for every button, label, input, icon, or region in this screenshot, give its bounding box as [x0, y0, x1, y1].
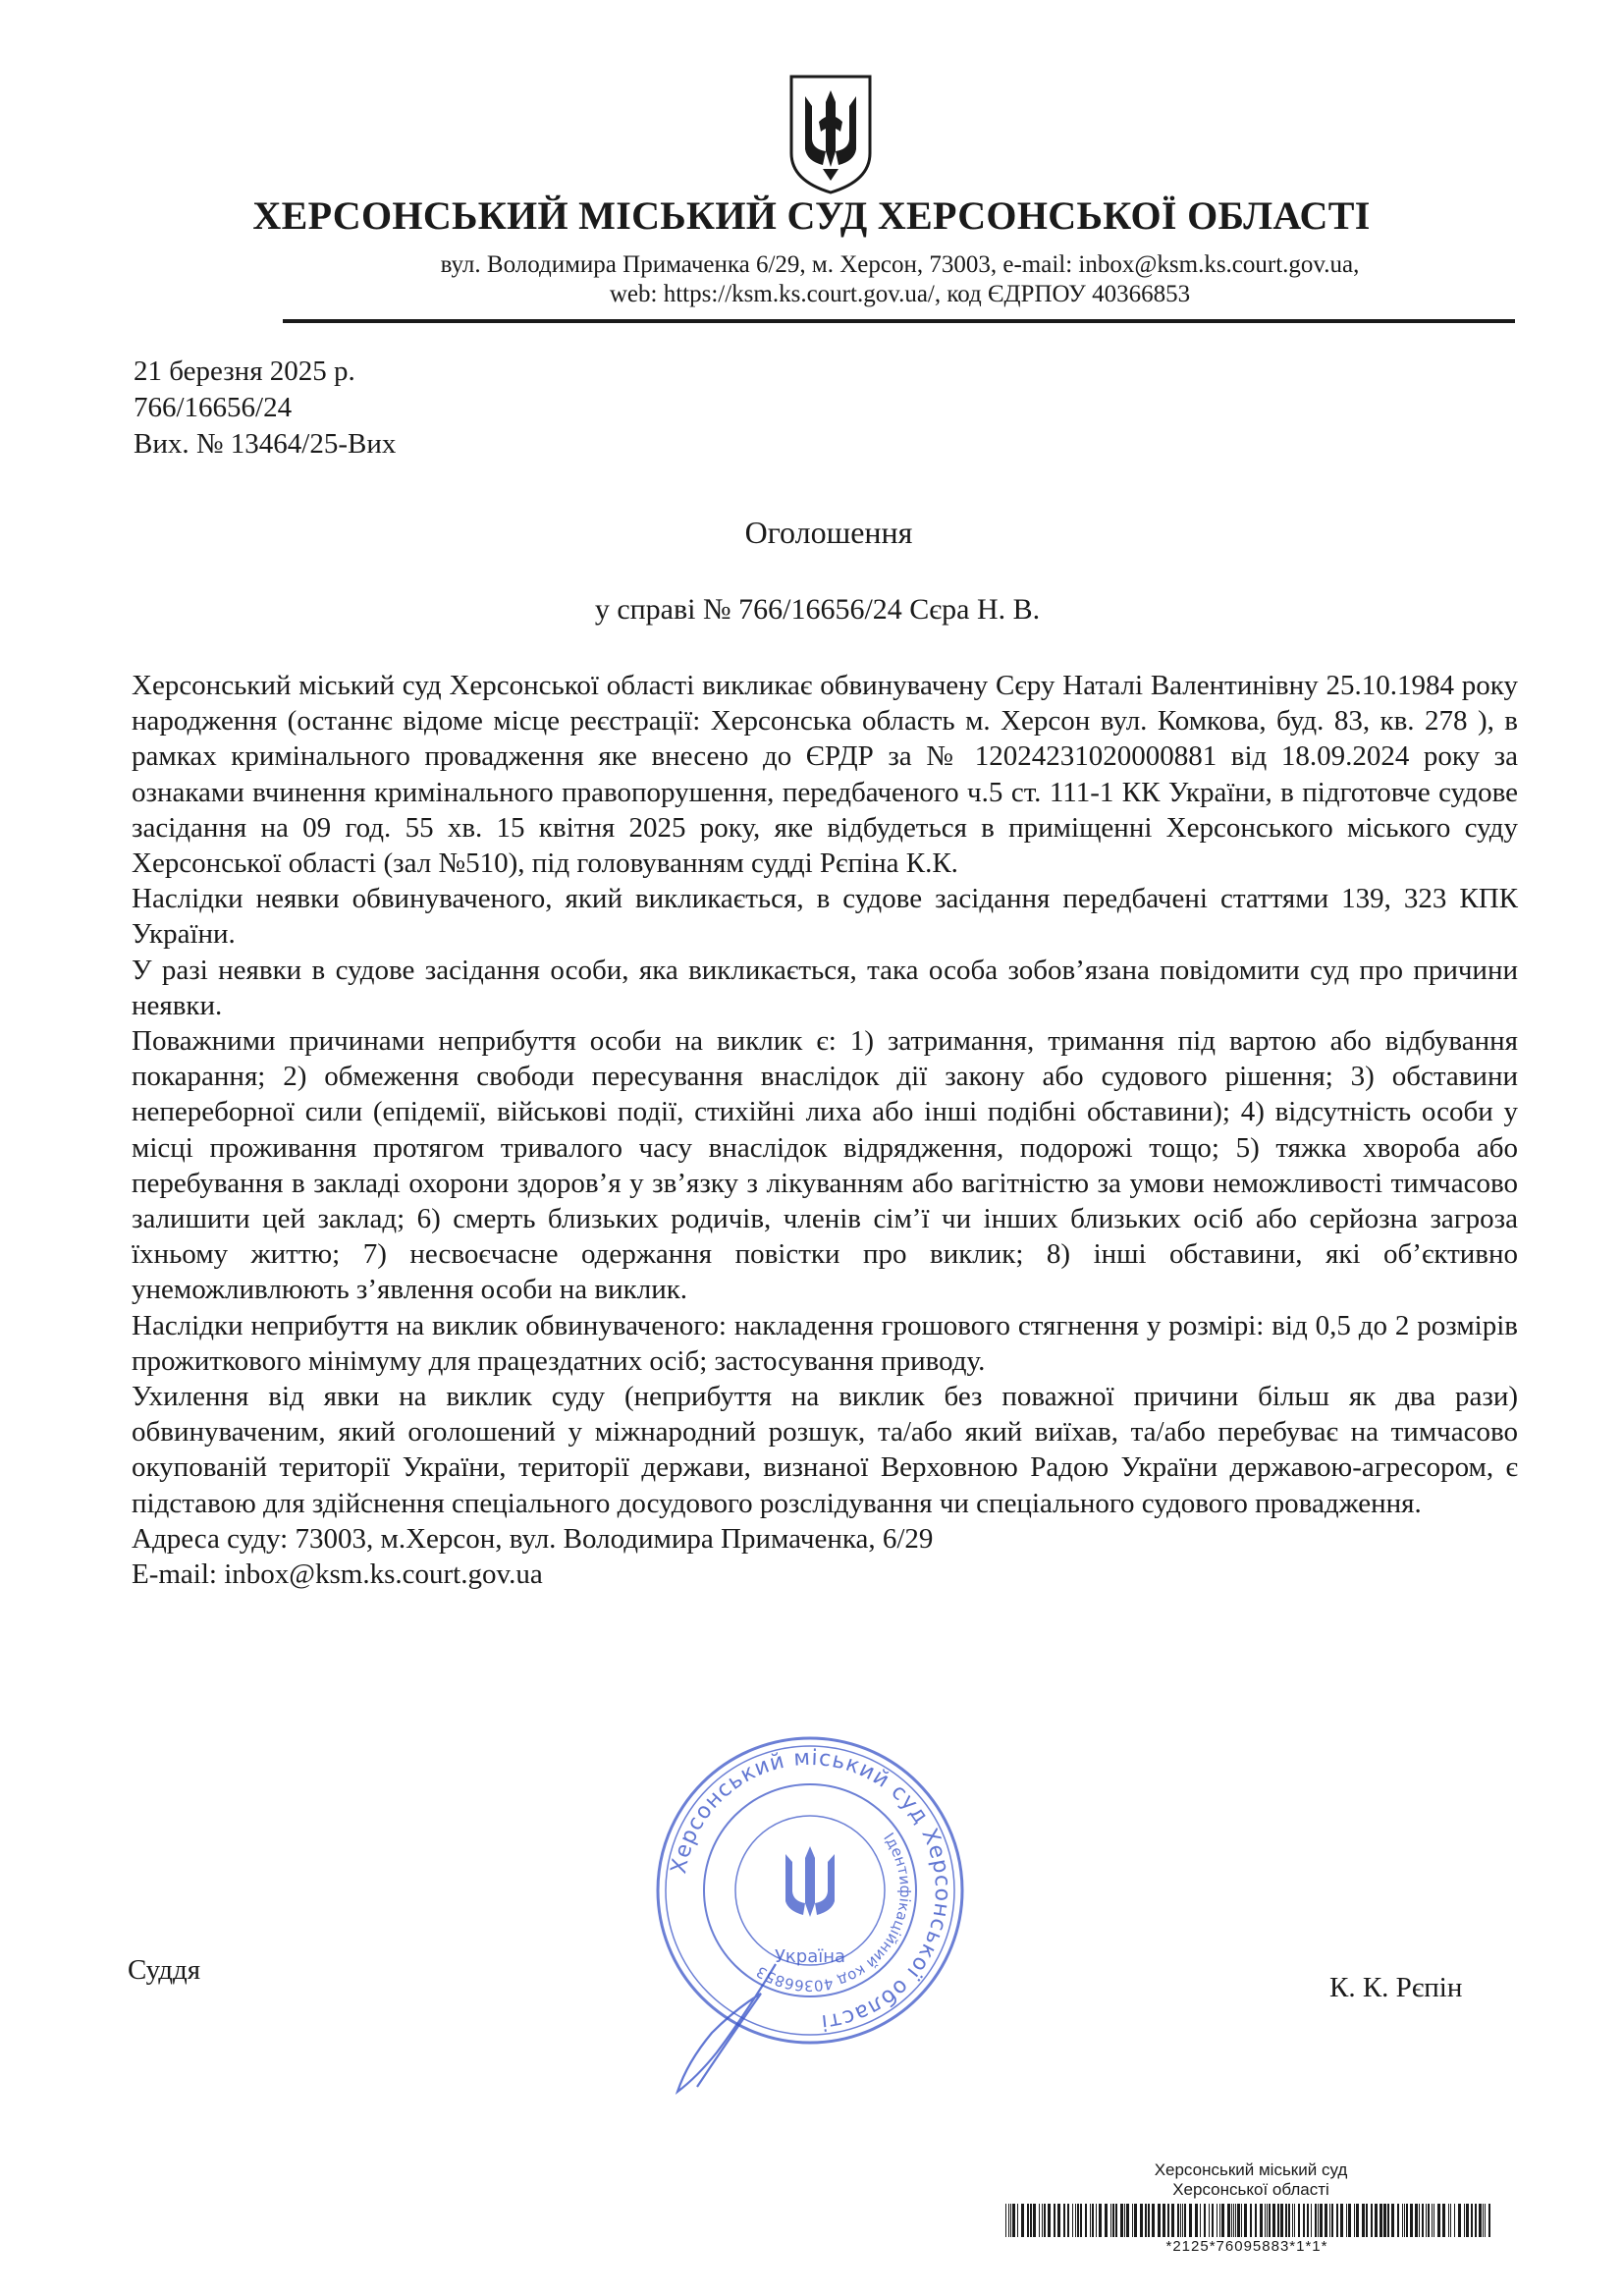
- barcode-bar: [1402, 2204, 1403, 2237]
- barcode-bar: [1021, 2204, 1024, 2237]
- barcode-bar: [1085, 2204, 1087, 2237]
- barcode-bar: [1288, 2204, 1290, 2237]
- footer-court-label: [1005, 2160, 1496, 2200]
- barcode-bar: [1346, 2204, 1347, 2237]
- barcode-bar: [1200, 2204, 1201, 2237]
- barcode-bar: [1110, 2204, 1111, 2237]
- barcode-bar: [1033, 2204, 1036, 2237]
- barcode-bar: [1177, 2204, 1179, 2237]
- barcode-bar: [1397, 2204, 1399, 2237]
- barcode-bar: [1134, 2204, 1137, 2237]
- header-divider: [283, 319, 1515, 323]
- stamp-outer-text: Херсонський міський суд Херсонської області: [667, 1745, 955, 2035]
- barcode-bar: [1479, 2204, 1482, 2237]
- barcode-bar: [1099, 2204, 1102, 2237]
- barcode-bar: [1105, 2204, 1108, 2237]
- barcode-bar: [1307, 2204, 1309, 2237]
- barcode-bar: [1030, 2204, 1032, 2237]
- barcode-bar: [1260, 2204, 1263, 2237]
- announcement-title: Оголошення: [744, 515, 913, 550]
- barcode-bar: [1375, 2204, 1378, 2237]
- barcode-bar: [1042, 2204, 1043, 2237]
- barcode-bar: [1471, 2204, 1473, 2237]
- barcode-bar: [1171, 2204, 1174, 2237]
- barcode-bar: [1112, 2204, 1114, 2237]
- barcode-bar: [1348, 2204, 1351, 2237]
- footer-court-line1: Херсонський міський суд: [1154, 2160, 1348, 2179]
- barcode-bar: [1120, 2204, 1123, 2237]
- barcode-bar: [1340, 2204, 1343, 2237]
- barcode-bar: [1406, 2204, 1408, 2237]
- barcode-bar: [1380, 2204, 1382, 2237]
- barcode-bar: [1362, 2204, 1365, 2237]
- stamp-bottom-text: Україна: [774, 1946, 846, 1967]
- court-web-line: web: https://ksm.ks.court.gov.ua/, код ЄДРПОУ 40366853: [609, 281, 1191, 307]
- announcement-case-line: у справі № 766/16656/24 Сєра Н. В.: [594, 593, 1041, 626]
- barcode-bar: [1241, 2204, 1242, 2237]
- barcode-bar: [1298, 2204, 1300, 2237]
- announcement-body: [132, 668, 1518, 1592]
- barcode-bar: [1294, 2204, 1295, 2237]
- barcode-bar: [1145, 2204, 1147, 2237]
- barcode-bar: [1428, 2204, 1430, 2237]
- stamp-inner-text: Ідентифікаційний код 40366853: [753, 1829, 915, 1995]
- barcode-bar: [1063, 2204, 1065, 2237]
- barcode-bar: [1272, 2204, 1275, 2237]
- outgoing-number: Вих. № 13464/25-Вих: [134, 428, 397, 460]
- body-paragraph: Наслідки неявки обвинуваченого, який викликається, в судове засідання передбачені статтями 139, 323 КПК України.: [132, 883, 1518, 951]
- barcode-bar: [1448, 2204, 1449, 2237]
- barcode-bar: [1410, 2204, 1413, 2237]
- barcode-bar: [1280, 2204, 1283, 2237]
- barcode-bar: [1180, 2204, 1181, 2237]
- document-meta: [134, 354, 396, 463]
- court-address-line: вул. Володимира Примаченка 6/29, м. Херсон, 73003, e-mail: inbox@ksm.ks.court.gov.ua,: [440, 251, 1360, 278]
- barcode-bar: [1077, 2204, 1079, 2237]
- barcode-bar: [1219, 2204, 1220, 2237]
- barcode-bar: [1235, 2204, 1236, 2237]
- barcode-bar: [1292, 2204, 1293, 2237]
- coat-of-arms-icon: [785, 71, 876, 196]
- court-name: ХЕРСОНСЬКИЙ МІСЬКИЙ СУД ХЕРСОНСЬКОЇ ОБЛАСТІ: [252, 193, 1371, 238]
- barcode-bar: [1466, 2204, 1469, 2237]
- barcode-bar: [1450, 2204, 1451, 2237]
- barcode-bar: [1331, 2204, 1333, 2237]
- body-paragraph: У разі неявки в судове засідання особи, яка викликається, така особа зобов’язана повідомити суд про причини неявки.: [132, 954, 1518, 1021]
- barcode-bar: [1336, 2204, 1338, 2237]
- barcode-number: *2125*76095883*1*1*: [1165, 2238, 1328, 2255]
- barcode-bar: [1383, 2204, 1386, 2237]
- barcode-bar: [1426, 2204, 1427, 2237]
- barcode-bar: [1148, 2204, 1150, 2237]
- barcode-bar: [1237, 2204, 1240, 2237]
- barcode-bar: [1391, 2204, 1394, 2237]
- barcode-bar: [1432, 2204, 1433, 2237]
- body-paragraph: Наслідки неприбуття на виклик обвинуваченого: накладення грошового стягнення у розмірі: від 0,5 до 2 розмірів прожиткового мінімуму для працездатних осіб; застосування приводу.: [132, 1309, 1518, 1377]
- barcode-bar: [1458, 2204, 1461, 2237]
- barcode-bar: [1250, 2204, 1252, 2237]
- barcode-bar: [1184, 2204, 1186, 2237]
- barcode-bar: [1387, 2204, 1389, 2237]
- signer-position: Суддя: [128, 1954, 201, 1986]
- body-paragraph: Ухилення від явки на виклик суду (неприбуття на виклик без поважної причини більш як два рази) обвинуваченим, який оголошений у міжнародний розшук, та/або який виїхав, та/або перебуває на тимчасово окупованій території України, території держави, визнаної Верховною Радою України державою-агресором, є підставою для здійснення спеціального досудового розслідування чи спеціального судового провадження.: [132, 1381, 1518, 1519]
- barcode-bar: [1227, 2204, 1230, 2237]
- barcode-bar: [1163, 2204, 1165, 2237]
- barcode-bar: [1017, 2204, 1018, 2237]
- barcode-bar: [1269, 2204, 1271, 2237]
- barcode-bar: [1488, 2204, 1490, 2237]
- barcode-bar: [1209, 2204, 1210, 2237]
- barcode-bar: [1092, 2204, 1094, 2237]
- barcode-bar: [1285, 2204, 1287, 2237]
- barcode-bar: [1442, 2204, 1445, 2237]
- barcode-bar: [1140, 2204, 1143, 2237]
- barcode-bar: [1090, 2204, 1091, 2237]
- document-date: 21 березня 2025 р.: [134, 355, 355, 387]
- barcode-bar: [1231, 2204, 1232, 2237]
- barcode-bar: [1244, 2204, 1247, 2237]
- barcode-bar: [1010, 2204, 1011, 2237]
- barcode-bar: [1005, 2204, 1006, 2237]
- barcode-bar: [1475, 2204, 1477, 2237]
- barcode-bar: [1057, 2204, 1060, 2237]
- barcode-bar: [1325, 2204, 1327, 2237]
- barcode-bar: [1039, 2204, 1040, 2237]
- barcode-bar: [1267, 2204, 1268, 2237]
- barcode-bar: [1072, 2204, 1073, 2237]
- case-number: 766/16656/24: [134, 392, 293, 423]
- barcode-bar: [1485, 2204, 1486, 2237]
- barcode-bar: [1212, 2204, 1214, 2237]
- barcode-bar: [1303, 2204, 1305, 2237]
- barcode-bar: [1075, 2204, 1076, 2237]
- barcode-bar: [1265, 2204, 1266, 2237]
- barcode-bar: [1366, 2204, 1368, 2237]
- court-address: Адреса суду: 73003, м.Херсон, вул. Володимира Примаченка, 6/29: [132, 1522, 934, 1555]
- barcode-bar: [1158, 2204, 1161, 2237]
- body-paragraph: Херсонський міський суд Херсонської області викликає обвинувачену Сєру Наталі Валентинівну 25.10.1984 року народження (останнє відоме місце реєстрації: Херсонська область м. Херсон вул. Комкова, буд. 83, кв. 278 ), в рамках кримінального провадження яке внесено до ЄРДР за № 12024231020000881 від 18.09.2024 року за ознаками вчинення кримінального правопорушення, передбаченого ч.5 ст. 111-1 КК України, в підготовче судове засідання на 09 год. 55 хв. 15 квітня 2025 року, яке відбудеться в приміщенні Херсонського міського суду Херсонської області (зал №510), під головуванням судді Рєпіна К.К.: [132, 670, 1518, 880]
- barcode-bar: [1152, 2204, 1155, 2237]
- barcode-bar: [1255, 2204, 1257, 2237]
- barcode-bar: [1354, 2204, 1355, 2237]
- barcode-bar: [1115, 2204, 1117, 2237]
- barcode-bar: [1027, 2204, 1029, 2237]
- barcode-bar: [1080, 2204, 1082, 2237]
- barcode-bar: [1404, 2204, 1405, 2237]
- barcode-bar: [1437, 2204, 1440, 2237]
- signer-name: К. К. Рєпін: [1329, 1972, 1463, 2003]
- barcode-bar: [1012, 2204, 1015, 2237]
- barcode-bar: [1067, 2204, 1069, 2237]
- barcode-bar: [1233, 2204, 1234, 2237]
- barcode-bar: [1329, 2204, 1330, 2237]
- barcode-bar: [1277, 2204, 1279, 2237]
- barcode-bar: [1315, 2204, 1317, 2237]
- barcode-bar: [1124, 2204, 1125, 2237]
- barcode-bar: [1096, 2204, 1097, 2237]
- barcode-bar: [1195, 2204, 1198, 2237]
- barcode-bar: [1454, 2204, 1455, 2237]
- barcode-bar: [1320, 2204, 1323, 2237]
- barcode-bar: [1132, 2204, 1133, 2237]
- barcode-bar: [1422, 2204, 1424, 2237]
- barcode-bar: [1126, 2204, 1129, 2237]
- barcode-bar: [1054, 2204, 1055, 2237]
- barcode-bar: [1189, 2204, 1192, 2237]
- barcode-bar: [1204, 2204, 1206, 2237]
- footer-court-line2: Херсонської області: [1172, 2180, 1329, 2199]
- barcode-bar: [1044, 2204, 1046, 2237]
- barcode-bar: [1221, 2204, 1224, 2237]
- barcode-bar: [1182, 2204, 1183, 2237]
- barcode-bar: [1167, 2204, 1169, 2237]
- court-email: E-mail: inbox@ksm.ks.court.gov.ua: [132, 1558, 543, 1591]
- document-barcode: [1003, 2204, 1494, 2237]
- barcode-bar: [1008, 2204, 1009, 2237]
- barcode-bar: [1318, 2204, 1319, 2237]
- barcode-bar: [1415, 2204, 1418, 2237]
- barcode-bar: [1483, 2204, 1484, 2237]
- barcode-bar: [1356, 2204, 1359, 2237]
- barcode-bar: [1311, 2204, 1312, 2237]
- handwritten-signature: [658, 1954, 795, 2102]
- barcode-bar: [1371, 2204, 1373, 2237]
- barcode-bar: [1419, 2204, 1420, 2237]
- body-paragraph: Поважними причинами неприбуття особи на виклик є: 1) затримання, тримання під вартою або відбування покарання; 2) обмеження свободи пересування внаслідок дії закону або судового рішення; 3) обставини непереборної сили (епідемії, військові події, стихійні лиха або інші подібні обставини); 4) відсутність особи у місці проживання протягом тривалого часу внаслідок відрядження, подорожі тощо; 5) тяжка хвороба або перебування в закладі охорони здоров’я у зв’язку з лікуванням або вагітністю за умови неможливості тимчасово залишити цей заклад; 6) смерть близьких родичів, членів сім’ї чи інших близьких осіб або серйозна загроза їхньому життю; 7) несвоєчасне одержання повістки про виклик; 8) інші обставини, які об’єктивно унеможливлюють з’явлення особи на виклик.: [132, 1025, 1518, 1306]
- barcode-bar: [1464, 2204, 1465, 2237]
- barcode-bar: [1048, 2204, 1051, 2237]
